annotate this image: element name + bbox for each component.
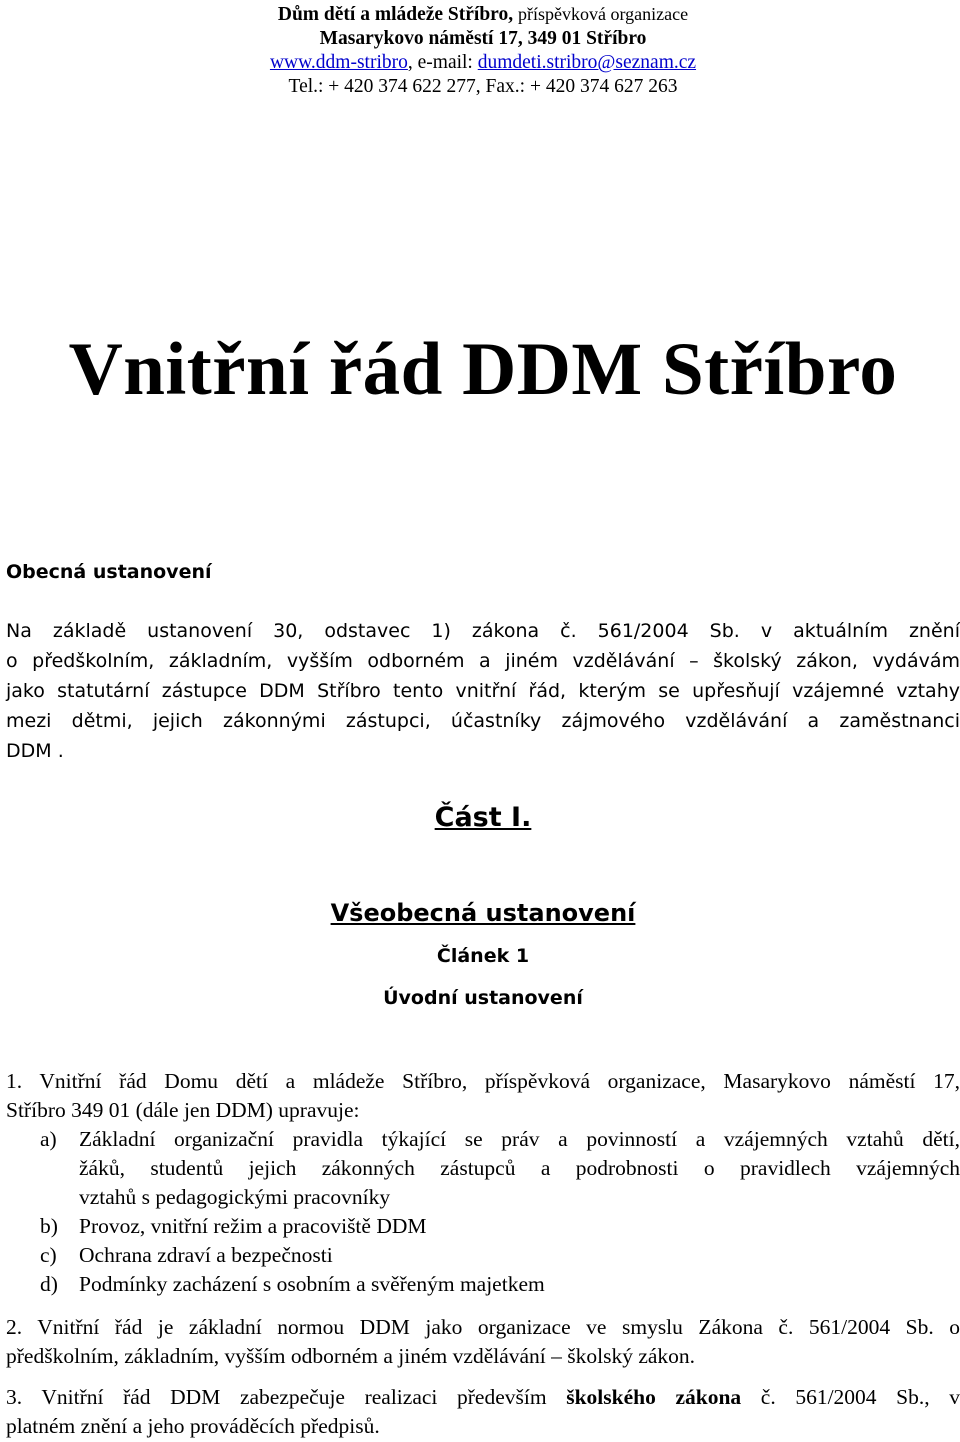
list-item: [0, 1241, 960, 1270]
organization-name: Dům dětí a mládeže Stříbro,: [277, 4, 514, 25]
organization-type: příspěvková organizace: [518, 4, 689, 24]
document-title: Vnitřní řád DDM Stříbro: [68, 328, 898, 411]
intro-line: o předškolním, základním, vyšším odborném a jiném vzdělávání – školský zákon, vydávám: [6, 650, 960, 672]
general-provisions-heading: Obecná ustanovení: [6, 561, 212, 583]
list-item: [0, 1270, 960, 1299]
list-item-line: Ochrana zdraví a bezpečnosti: [79, 1243, 333, 1267]
paragraph-3: [6, 1383, 960, 1441]
list-marker: b): [40, 1214, 58, 1238]
list-marker: c): [40, 1243, 57, 1267]
article-title: Úvodní ustanovení: [383, 987, 583, 1009]
email-label: , e-mail:: [407, 52, 478, 73]
phone-fax-line: Tel.: + 420 374 622 277, Fax.: + 420 374 627 263: [288, 76, 678, 97]
regulation-list: [0, 1125, 960, 1299]
part-heading: Část I.: [434, 802, 532, 833]
letterhead: [0, 2, 960, 99]
list-item-line: Podmínky zacházení s osobním a svěřeným majetkem: [79, 1272, 545, 1296]
list-marker: d): [40, 1272, 58, 1296]
paragraph-line: předškolním, základním, vyšším odborném a jiném vzdělávání – školský zákon.: [6, 1344, 696, 1368]
paragraph-line: platném znění a jeho prováděcích předpisů.: [6, 1414, 380, 1438]
intro-line: Na základě ustanovení 30, odstavec 1) zákona č. 561/2004 Sb. v aktuálním znění: [6, 620, 960, 642]
list-item: [0, 1212, 960, 1241]
paragraph-line: [6, 1383, 960, 1412]
intro-line: jako statutární zástupce DDM Stříbro tento vnitřní řád, kterým se upřesňují vzájemné vztahy: [6, 680, 960, 702]
school-act-bold: školského zákona: [566, 1385, 742, 1409]
letterhead-contact-line: [0, 51, 960, 75]
list-item: [0, 1125, 960, 1212]
list-item-line: vztahů s pedagogickými pracovníky: [79, 1185, 391, 1209]
intro-line: mezi dětmi, jejich zákonnými zástupci, účastníky zájmového vzdělávání a zaměstnanci: [6, 710, 960, 732]
list-item-line: Provoz, vnitřní režim a pracoviště DDM: [79, 1214, 427, 1238]
paragraph-3-end: č. 561/2004 Sb., v: [741, 1385, 960, 1409]
website-link[interactable]: www.ddm-stribro: [269, 52, 408, 73]
email-link[interactable]: dumdeti.stribro@seznam.cz: [477, 52, 697, 73]
list-item-line: Základní organizační pravidla týkající se práv a povinností a vzájemných vztahů dětí,: [79, 1127, 960, 1151]
organization-address: Masarykovo náměstí 17, 349 01 Stříbro: [319, 28, 647, 49]
paragraph-line: 1. Vnitřní řád Domu dětí a mládeže Stříbro, příspěvková organizace, Masarykovo náměstí 17,: [6, 1069, 960, 1093]
intro-paragraph: [6, 616, 960, 766]
paragraph-line: Stříbro 349 01 (dále jen DDM) upravuje:: [6, 1098, 360, 1122]
letterhead-org-line: [0, 2, 960, 27]
section-heading: Všeobecná ustanovení: [330, 899, 636, 927]
article-number: Článek 1: [436, 945, 530, 967]
paragraph-2: [6, 1313, 960, 1371]
paragraph-line: 2. Vnitřní řád je základní normou DDM jako organizace ve smyslu Zákona č. 561/2004 Sb. o: [6, 1315, 960, 1339]
paragraph-1: [6, 1067, 960, 1125]
list-item-line: žáků, studentů jejich zákonných zástupců a podrobnosti o pravidlech vzájemných: [79, 1156, 960, 1180]
intro-line: DDM .: [6, 740, 64, 762]
paragraph-3-start: 3. Vnitřní řád DDM zabezpečuje realizaci především: [6, 1385, 567, 1409]
list-marker: a): [40, 1127, 57, 1151]
